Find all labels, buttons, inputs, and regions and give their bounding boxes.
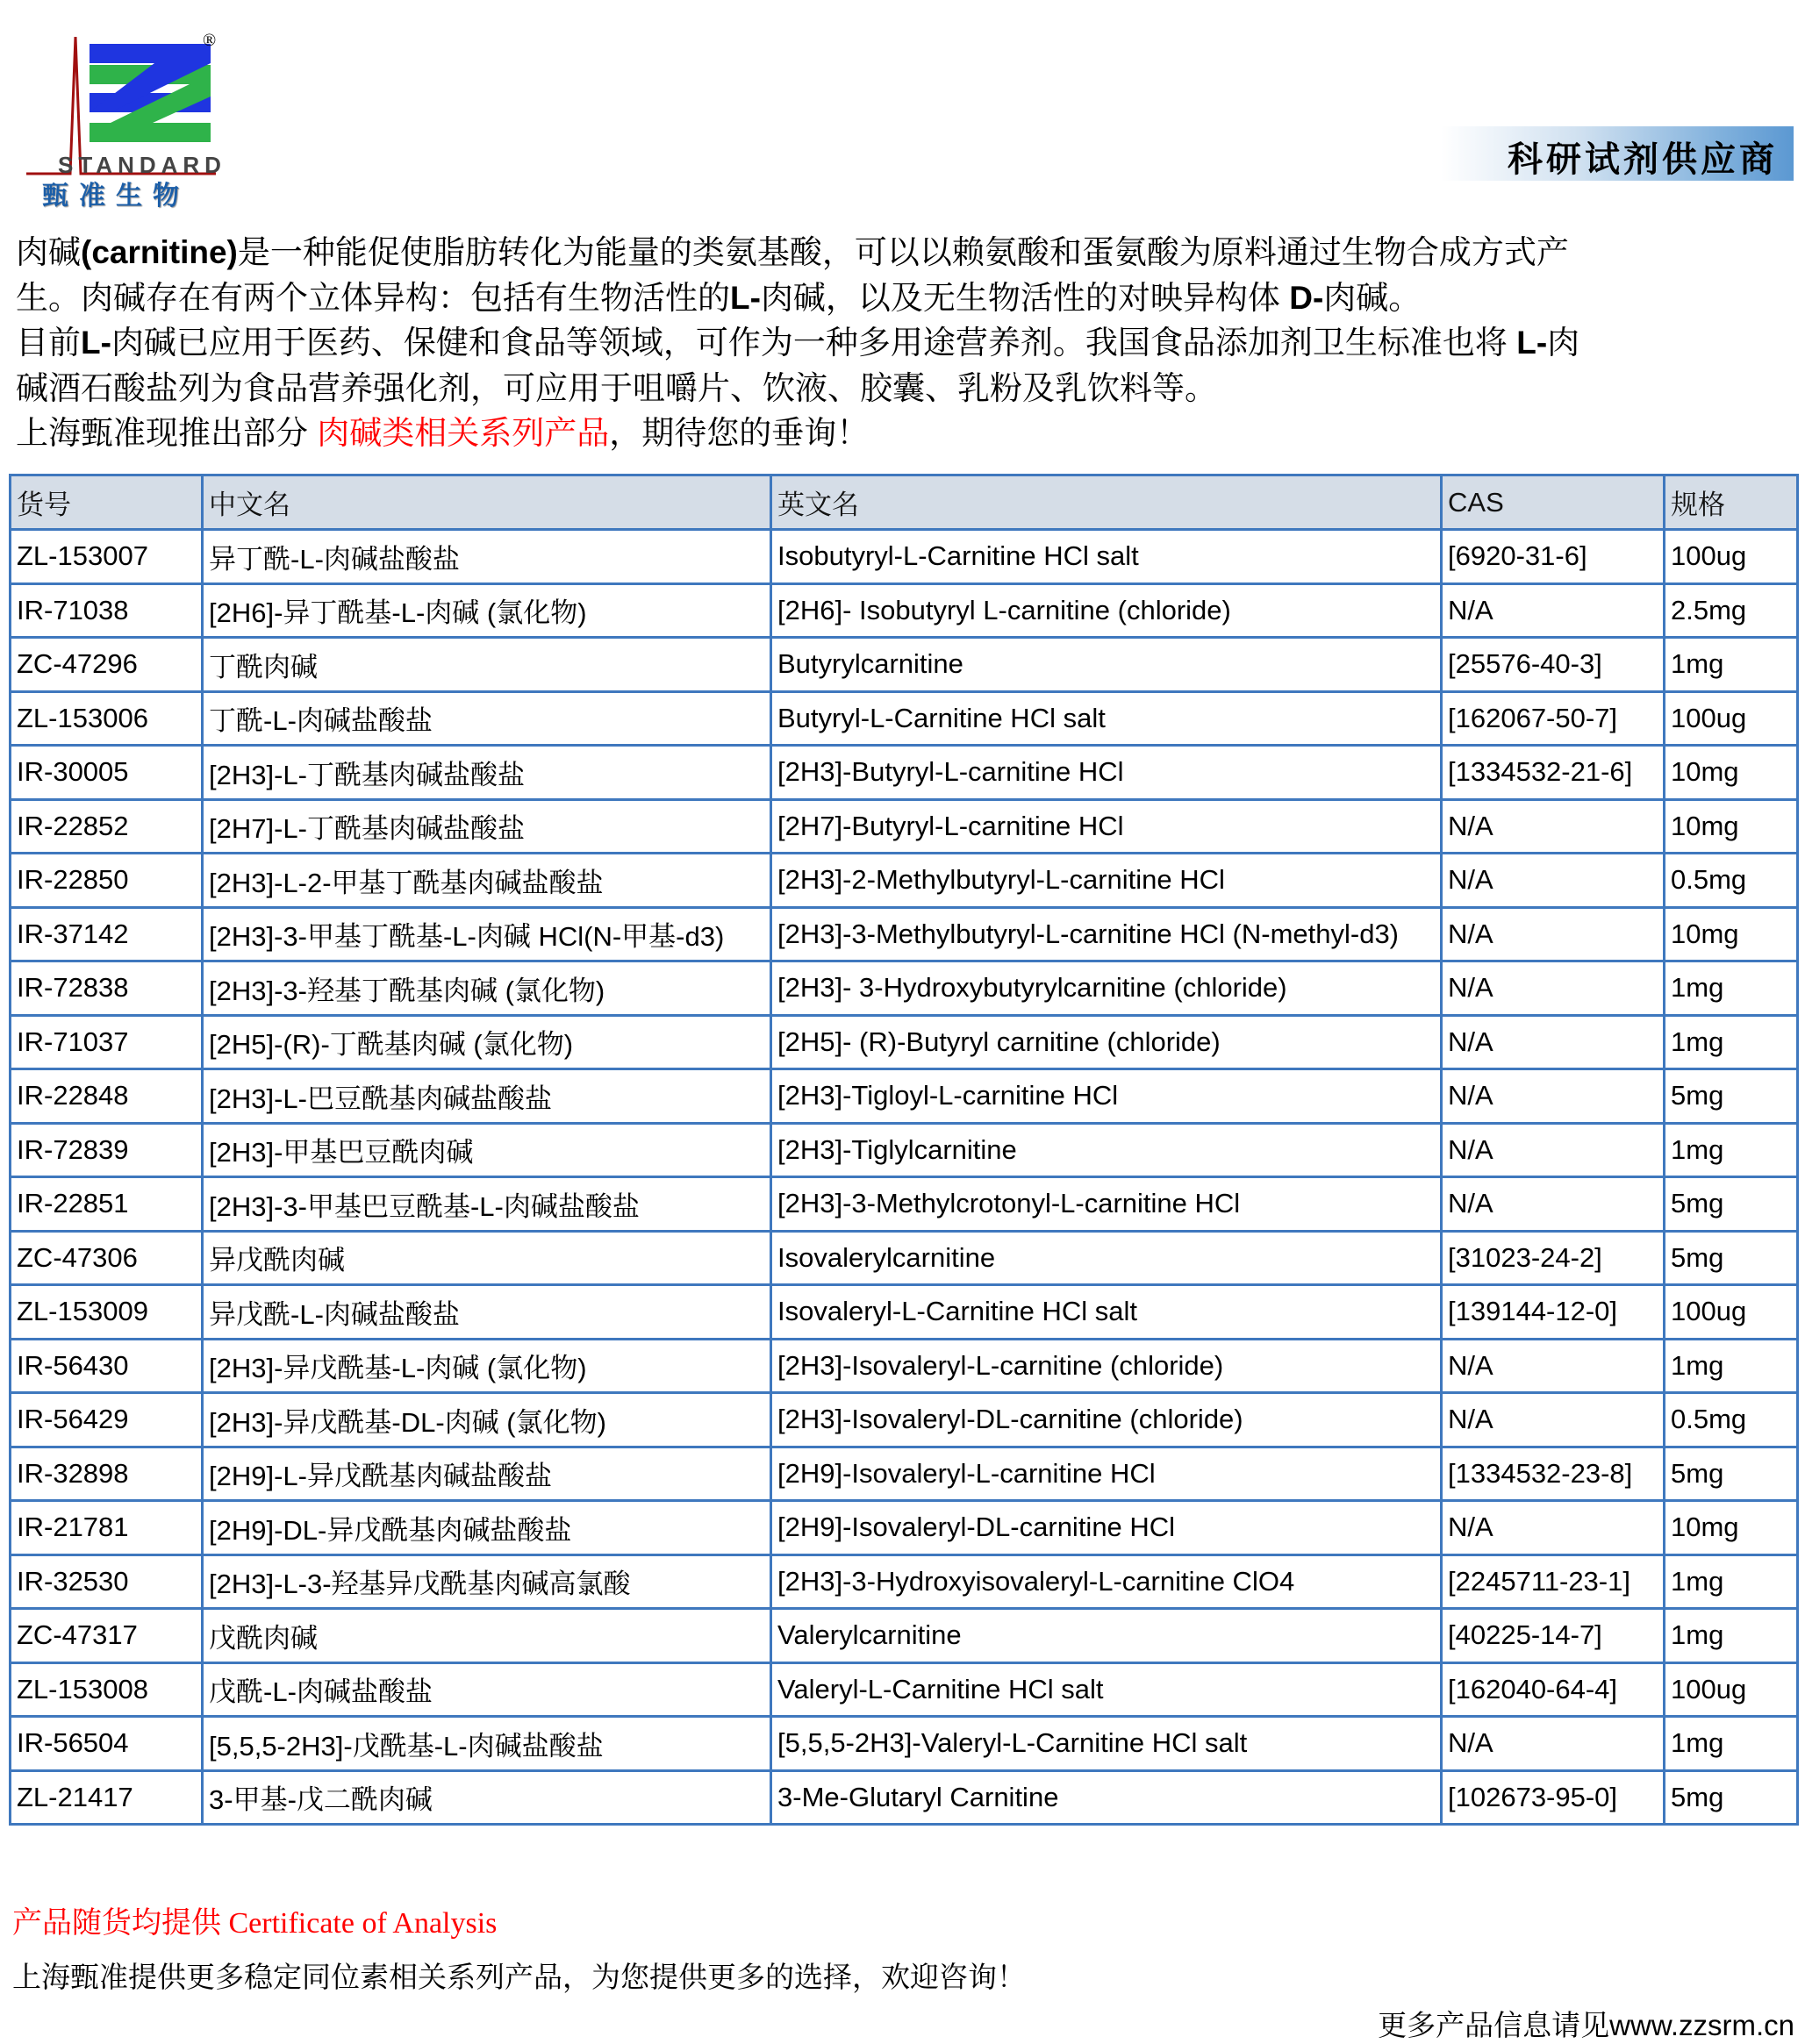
cell-catalog-no: ZL-21417 <box>11 1770 203 1825</box>
intro-line-3: 目前L-肉碱已应用于医药、保健和食品等领域，可作为一种多用途营养剂。我国食品添加剂卫生标准也将 L-肉 <box>16 325 1580 361</box>
cell-chinese-name: 异戊酰-L-肉碱盐酸盐 <box>203 1285 771 1340</box>
table-row <box>11 1609 1798 1663</box>
cell-size: 0.5mg <box>1665 854 1798 908</box>
website-link[interactable]: 更多产品信息请见www.zzsrm.cn <box>1378 2009 1794 2041</box>
table-row <box>11 1339 1798 1393</box>
cell-size: 100ug <box>1665 691 1798 746</box>
intro-line-2: 生。肉碱存在有两个立体异构：包括有生物活性的L-肉碱，以及无生物活性的对映异构体 D-肉碱。 <box>16 279 1422 316</box>
cell-catalog-no: IR-71037 <box>11 1015 203 1069</box>
cell-english-name: [2H7]-Butyryl-L-carnitine HCl <box>771 799 1442 854</box>
table-row <box>11 1447 1798 1501</box>
cell-chinese-name: [2H3]-L-巴豆酰基肉碱盐酸盐 <box>203 1069 771 1124</box>
table-row <box>11 583 1798 638</box>
cell-chinese-name: [2H6]-异丁酰基-L-肉碱 (氯化物) <box>203 583 771 638</box>
table-row <box>11 1231 1798 1285</box>
cell-size: 100ug <box>1665 530 1798 584</box>
cell-size: 1mg <box>1665 1015 1798 1069</box>
cell-cas: [1334532-23-8] <box>1442 1447 1665 1501</box>
cell-chinese-name: 异戊酰肉碱 <box>203 1231 771 1285</box>
cell-cas: N/A <box>1442 961 1665 1016</box>
cell-chinese-name: [2H9]-L-异戊酰基肉碱盐酸盐 <box>203 1447 771 1501</box>
cell-catalog-no: IR-32898 <box>11 1447 203 1501</box>
cell-english-name: [2H3]-Isovaleryl-L-carnitine (chloride) <box>771 1339 1442 1393</box>
table-row <box>11 638 1798 692</box>
cell-chinese-name: [2H3]-L-2-甲基丁酰基肉碱盐酸盐 <box>203 854 771 908</box>
cell-cas: N/A <box>1442 1501 1665 1555</box>
cell-cas: [139144-12-0] <box>1442 1285 1665 1340</box>
cell-english-name: Butyrylcarnitine <box>771 638 1442 692</box>
intro-line-4: 碱酒石酸盐列为食品营养强化剂，可应用于咀嚼片、饮液、胶囊、乳粉及乳饮料等。 <box>16 369 1217 406</box>
cell-size: 5mg <box>1665 1770 1798 1825</box>
cell-chinese-name: [2H3]-异戊酰基-DL-肉碱 (氯化物) <box>203 1393 771 1447</box>
cell-catalog-no: IR-72839 <box>11 1123 203 1177</box>
company-logo <box>23 26 226 211</box>
cell-english-name: Valerylcarnitine <box>771 1609 1442 1663</box>
cell-catalog-no: ZL-153008 <box>11 1662 203 1717</box>
cell-cas: [102673-95-0] <box>1442 1770 1665 1825</box>
cell-chinese-name: 异丁酰-L-肉碱盐酸盐 <box>203 530 771 584</box>
cell-english-name: Isobutyryl-L-Carnitine HCl salt <box>771 530 1442 584</box>
cell-size: 1mg <box>1665 1609 1798 1663</box>
cell-chinese-name: [2H3]-异戊酰基-L-肉碱 (氯化物) <box>203 1339 771 1393</box>
cell-english-name: [2H3]-Tigloyl-L-carnitine HCl <box>771 1069 1442 1124</box>
cell-catalog-no: ZC-47296 <box>11 638 203 692</box>
cell-chinese-name: 丁酰肉碱 <box>203 638 771 692</box>
cell-cas: [25576-40-3] <box>1442 638 1665 692</box>
cell-size: 1mg <box>1665 961 1798 1016</box>
cell-catalog-no: ZL-153007 <box>11 530 203 584</box>
cell-catalog-no: ZC-47306 <box>11 1231 203 1285</box>
cell-chinese-name: 3-甲基-戊二酰肉碱 <box>203 1770 771 1825</box>
cell-size: 1mg <box>1665 1123 1798 1177</box>
table-row <box>11 1393 1798 1447</box>
table-row <box>11 1285 1798 1340</box>
cell-chinese-name: 丁酰-L-肉碱盐酸盐 <box>203 691 771 746</box>
cell-catalog-no: IR-56429 <box>11 1393 203 1447</box>
cell-english-name: [2H3]-Tiglylcarnitine <box>771 1123 1442 1177</box>
intro-paragraph <box>16 230 1797 456</box>
registered-mark: ® <box>203 31 217 50</box>
cell-catalog-no: ZL-153006 <box>11 691 203 746</box>
supplier-banner <box>1441 126 1794 181</box>
intro-line-1: 肉碱(carnitine)是一种能促使脂肪转化为能量的类氨基酸，可以以赖氨酸和蛋氨酸为原料通过生物合成方式产 <box>16 234 1569 270</box>
col-header-cas: CAS <box>1442 475 1665 530</box>
cell-english-name: 3-Me-Glutaryl Carnitine <box>771 1770 1442 1825</box>
cell-size: 100ug <box>1665 1285 1798 1340</box>
cell-cas: N/A <box>1442 1015 1665 1069</box>
cell-size: 5mg <box>1665 1069 1798 1124</box>
cell-catalog-no: IR-21781 <box>11 1501 203 1555</box>
table-row <box>11 1015 1798 1069</box>
col-header-catalog-no: 货号 <box>11 475 203 530</box>
cell-chinese-name: [2H3]-甲基巴豆酰肉碱 <box>203 1123 771 1177</box>
cell-english-name: Isovalerylcarnitine <box>771 1231 1442 1285</box>
cell-size: 1mg <box>1665 1717 1798 1771</box>
cell-catalog-no: IR-22850 <box>11 854 203 908</box>
cell-catalog-no: IR-30005 <box>11 746 203 800</box>
table-row <box>11 1123 1798 1177</box>
table-row <box>11 907 1798 961</box>
cell-catalog-no: IR-56504 <box>11 1717 203 1771</box>
cell-catalog-no: IR-22848 <box>11 1069 203 1124</box>
cell-cas: N/A <box>1442 1339 1665 1393</box>
cell-chinese-name: [5,5,5-2H3]-戊酰基-L-肉碱盐酸盐 <box>203 1717 771 1771</box>
cell-english-name: [5,5,5-2H3]-Valeryl-L-Carnitine HCl salt <box>771 1717 1442 1771</box>
cell-cas: N/A <box>1442 583 1665 638</box>
cell-cas: [1334532-21-6] <box>1442 746 1665 800</box>
cell-size: 10mg <box>1665 746 1798 800</box>
cell-size: 100ug <box>1665 1662 1798 1717</box>
col-header-english-name: 英文名 <box>771 475 1442 530</box>
coa-note: 产品随货均提供 Certificate of Analysis <box>12 1907 498 1940</box>
table-row <box>11 1770 1798 1825</box>
cell-english-name: [2H3]-Isovaleryl-DL-carnitine (chloride) <box>771 1393 1442 1447</box>
cell-size: 1mg <box>1665 1554 1798 1609</box>
logo-text-cn: 甄准生物 <box>42 182 190 211</box>
cell-cas: [40225-14-7] <box>1442 1609 1665 1663</box>
table-body <box>11 530 1798 1825</box>
cell-english-name: [2H6]- Isobutyryl L-carnitine (chloride) <box>771 583 1442 638</box>
cell-cas: [31023-24-2] <box>1442 1231 1665 1285</box>
cell-chinese-name: 戊酰肉碱 <box>203 1609 771 1663</box>
cell-catalog-no: IR-37142 <box>11 907 203 961</box>
table-row <box>11 1554 1798 1609</box>
cell-chinese-name: [2H5]-(R)-丁酰基肉碱 (氯化物) <box>203 1015 771 1069</box>
table-row <box>11 1662 1798 1717</box>
more-products-note: 上海甄准提供更多稳定同位素相关系列产品，为您提供更多的选择，欢迎咨询！ <box>12 1961 1026 1993</box>
cell-chinese-name: [2H7]-L-丁酰基肉碱盐酸盐 <box>203 799 771 854</box>
cell-english-name: [2H3]-3-Methylbutyryl-L-carnitine HCl (N-methyl-d3) <box>771 907 1442 961</box>
cell-size: 1mg <box>1665 1339 1798 1393</box>
cell-english-name: [2H3]-3-Methylcrotonyl-L-carnitine HCl <box>771 1177 1442 1232</box>
cell-cas: N/A <box>1442 1123 1665 1177</box>
cell-size: 5mg <box>1665 1177 1798 1232</box>
table-row <box>11 961 1798 1016</box>
cell-catalog-no: IR-22852 <box>11 799 203 854</box>
cell-cas: [2245711-23-1] <box>1442 1554 1665 1609</box>
cell-cas: [162040-64-4] <box>1442 1662 1665 1717</box>
cell-size: 10mg <box>1665 1501 1798 1555</box>
cell-size: 5mg <box>1665 1447 1798 1501</box>
cell-size: 1mg <box>1665 638 1798 692</box>
intro-line-5: 上海甄准现推出部分 肉碱类相关系列产品，期待您的垂询！ <box>16 415 870 451</box>
table-row <box>11 799 1798 854</box>
table-header-row <box>11 475 1798 530</box>
cell-chinese-name: [2H3]-3-甲基巴豆酰基-L-肉碱盐酸盐 <box>203 1177 771 1232</box>
logo-text-en: STANDARD <box>58 152 226 178</box>
cell-cas: [162067-50-7] <box>1442 691 1665 746</box>
table-row <box>11 854 1798 908</box>
cell-english-name: [2H3]- 3-Hydroxybutyrylcarnitine (chloride) <box>771 961 1442 1016</box>
cell-english-name: Butyryl-L-Carnitine HCl salt <box>771 691 1442 746</box>
cell-english-name: [2H9]-Isovaleryl-DL-carnitine HCl <box>771 1501 1442 1555</box>
cell-cas: N/A <box>1442 1717 1665 1771</box>
cell-chinese-name: [2H3]-3-羟基丁酰基肉碱 (氯化物) <box>203 961 771 1016</box>
table-row <box>11 1501 1798 1555</box>
cell-chinese-name: [2H3]-L-丁酰基肉碱盐酸盐 <box>203 746 771 800</box>
banner-text: 科研试剂供应商 <box>1508 139 1778 180</box>
cell-english-name: [2H5]- (R)-Butyryl carnitine (chloride) <box>771 1015 1442 1069</box>
cell-catalog-no: IR-22851 <box>11 1177 203 1232</box>
cell-size: 5mg <box>1665 1231 1798 1285</box>
cell-cas: N/A <box>1442 854 1665 908</box>
cell-chinese-name: 戊酰-L-肉碱盐酸盐 <box>203 1662 771 1717</box>
cell-english-name: [2H3]-Butyryl-L-carnitine HCl <box>771 746 1442 800</box>
cell-size: 2.5mg <box>1665 583 1798 638</box>
cell-english-name: [2H9]-Isovaleryl-L-carnitine HCl <box>771 1447 1442 1501</box>
cell-size: 10mg <box>1665 799 1798 854</box>
table-row <box>11 1717 1798 1771</box>
cell-catalog-no: IR-72838 <box>11 961 203 1016</box>
cell-chinese-name: [2H9]-DL-异戊酰基肉碱盐酸盐 <box>203 1501 771 1555</box>
table-row <box>11 1069 1798 1124</box>
cell-catalog-no: IR-32530 <box>11 1554 203 1609</box>
highlight-product-series: 肉碱类相关系列产品 <box>317 415 610 451</box>
col-header-chinese-name: 中文名 <box>203 475 771 530</box>
cell-cas: N/A <box>1442 1177 1665 1232</box>
cell-cas: N/A <box>1442 907 1665 961</box>
cell-chinese-name: [2H3]-L-3-羟基异戊酰基肉碱高氯酸 <box>203 1554 771 1609</box>
cell-catalog-no: ZC-47317 <box>11 1609 203 1663</box>
cell-english-name: Valeryl-L-Carnitine HCl salt <box>771 1662 1442 1717</box>
product-table <box>9 474 1799 1826</box>
cell-cas: N/A <box>1442 799 1665 854</box>
table-row <box>11 746 1798 800</box>
cell-cas: N/A <box>1442 1069 1665 1124</box>
table-row <box>11 691 1798 746</box>
cell-cas: N/A <box>1442 1393 1665 1447</box>
cell-size: 0.5mg <box>1665 1393 1798 1447</box>
cell-english-name: Isovaleryl-L-Carnitine HCl salt <box>771 1285 1442 1340</box>
cell-cas: [6920-31-6] <box>1442 530 1665 584</box>
cell-size: 10mg <box>1665 907 1798 961</box>
cell-catalog-no: IR-71038 <box>11 583 203 638</box>
table-row <box>11 530 1798 584</box>
cell-catalog-no: IR-56430 <box>11 1339 203 1393</box>
col-header-size: 规格 <box>1665 475 1798 530</box>
cell-catalog-no: ZL-153009 <box>11 1285 203 1340</box>
cell-english-name: [2H3]-3-Hydroxyisovaleryl-L-carnitine ClO4 <box>771 1554 1442 1609</box>
cell-chinese-name: [2H3]-3-甲基丁酰基-L-肉碱 HCl(N-甲基-d3) <box>203 907 771 961</box>
table-row <box>11 1177 1798 1232</box>
cell-english-name: [2H3]-2-Methylbutyryl-L-carnitine HCl <box>771 854 1442 908</box>
